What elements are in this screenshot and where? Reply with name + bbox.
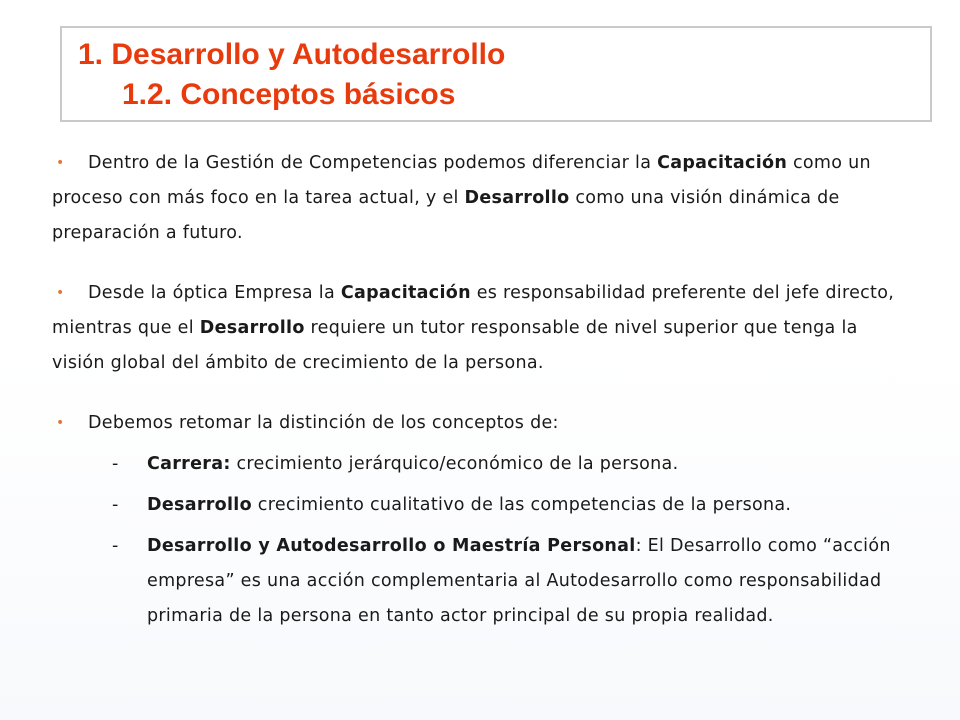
term-capacitacion: Capacitación	[340, 283, 471, 303]
dash-icon: -	[112, 495, 119, 515]
list-item-text: : El Desarrollo como “acción empresa” es una acción complementaria al Autodesarrollo como responsabilidad primaria de la persona en tanto actor principal de su propia realidad.	[147, 536, 891, 626]
paragraph-text: es responsabilidad preferente del jefe directo, mientras que el	[52, 283, 895, 338]
paragraph-text: requiere un tutor responsable de nivel superior que tenga la visión global del ámbito de crecimiento de la persona.	[52, 318, 858, 373]
paragraph-conceptos	[52, 406, 912, 441]
title-box	[60, 26, 932, 122]
dash-icon: -	[112, 536, 119, 556]
term-capacitacion: Capacitación	[657, 153, 788, 173]
slide-content	[52, 146, 912, 634]
paragraph-capacitacion-desarrollo	[52, 146, 912, 251]
term-desarrollo: Desarrollo	[199, 318, 305, 338]
paragraph-text: como un proceso con más foco en la tarea actual, y el	[52, 153, 871, 208]
paragraph-text: Desde la óptica Empresa la	[88, 283, 341, 303]
term-carrera: Carrera:	[147, 454, 231, 474]
term-desarrollo: Desarrollo	[147, 495, 252, 515]
list-item-maestria-personal	[112, 529, 912, 634]
list-item-text: crecimiento jerárquico/económico de la persona.	[230, 454, 679, 474]
term-desarrollo: Desarrollo	[464, 188, 570, 208]
page-title: 1. Desarrollo y Autodesarrollo	[78, 38, 506, 71]
paragraph-text: Debemos retomar la distinción de los conceptos de:	[88, 413, 559, 433]
page-subtitle: 1.2. Conceptos básicos	[122, 78, 456, 111]
term-maestria-personal: Desarrollo y Autodesarrollo o Maestría Personal	[147, 536, 636, 556]
paragraph-optica-empresa	[52, 276, 912, 381]
list-item-carrera	[112, 447, 912, 482]
paragraph-text: como una visión dinámica de preparación a futuro.	[52, 188, 840, 243]
bullet-icon: •	[56, 155, 65, 171]
list-item-text: crecimiento cualitativo de las competencias de la persona.	[251, 495, 792, 515]
bullet-icon: •	[56, 415, 65, 431]
paragraph-text: Dentro de la Gestión de Competencias podemos diferenciar la	[88, 153, 658, 173]
dash-icon: -	[112, 454, 119, 474]
list-item-desarrollo	[112, 488, 912, 523]
bullet-icon: •	[56, 285, 65, 301]
